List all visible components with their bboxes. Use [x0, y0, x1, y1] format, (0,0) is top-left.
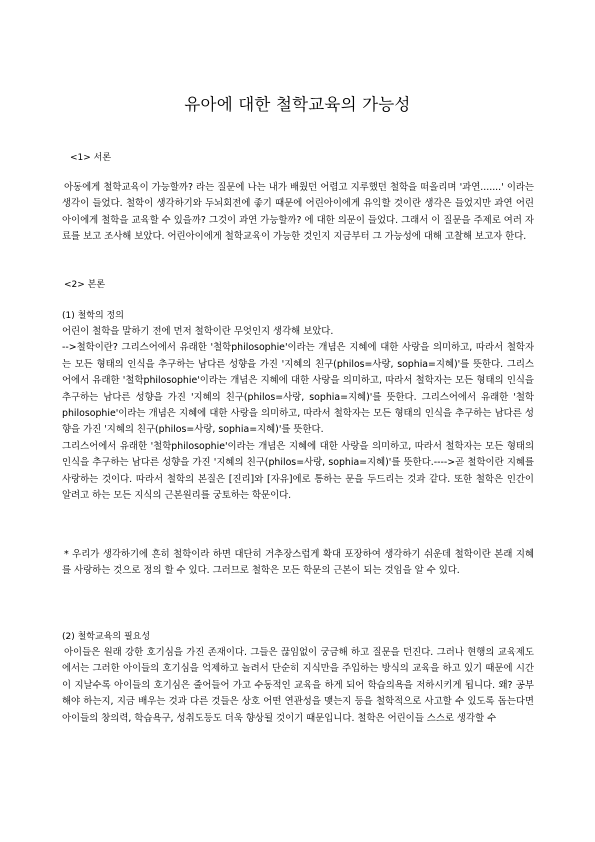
subsection-2-body: [62, 645, 534, 727]
intro-paragraph: [62, 180, 534, 246]
subsection-1-line: 그리스어에서 유래한 '철학philosophie'이라는 개념은 지혜에 대한 사랑을 의미하고, 따라서 철학자는 모든 형태의 인식을 추구하는 남다른 성향을 가진 '지혜의 친구(philos=사랑, sophia=지혜)'를 뜻한다.---->곧 철학이란 지혜를 사랑하는 것이다. 따라서 철학의 본질은 [진리]와 [자유]에로 통하는 문을 두드리는 것과 같다. 또한 철학은 인간이 알려고 하는 모든 지식의 근본원리를 궁토하는 학문이다.: [62, 440, 534, 502]
subsection-2-heading: (2) 철학교육의 필요성: [62, 632, 151, 642]
subsection-1-body: [62, 324, 534, 504]
subsection-1-line: -->철학이란? 그리스어에서 유래한 '철학philosophie'이라는 개념은 지혜에 대한 사랑을 의미하고, 따라서 철학자는 모든 형태의 인식을 추구하는 남다른 성향을 가진 '지혜의 친구(philos=사랑, sophia=지혜)'를 뜻한다. 그리스어에서 유래한 '철학philosophie'이라는 개념은 지혜에 대한 사랑을 의미하고, 따라서 철학자는 모든 형태의 인식을 추구하는 남다른 성향을 가진 '지혜의 친구(philos=사랑, sophia=지혜)'를 뜻한다. 그리스어에서 유래한 '철학philosophie'이라는 개념은 지혜에 대한 사랑을 의미하고, 따라서 철학자는 모든 형태의 인식을 추구하는 남다른 성향을 가진 '지혜의 친구(philos=사랑, sophia=지혜)'를 뜻한다.: [62, 342, 534, 436]
subsection-1-heading: (1) 철학의 정의: [62, 311, 124, 321]
intro-text: 아동에게 철학교육이 가능할까? 라는 질문에 나는 내가 배웠던 어렵고 지루했던 철학을 떠올리며 '과연.......' 이라는 생각이 들었다. 철학이 생각하기와 두뇌회전에 좋기 때문에 어린아이에게 유익할 것이란 생각은 들었지만 과연 어린아이에게 철학을 교육할 수 있을까? 그것이 과연 가능할까? 에 대한 의문이 들었다. 그래서 이 질문을 주제로 여러 자료를 보고 조사해 보았다. 어린아이에게 철학교육이 가능한 것인지 지금부터 그 가능성에 대해 고찰해 보고자 한다.: [62, 182, 534, 243]
body-heading: <2> 본론: [64, 280, 106, 290]
note-paragraph: [62, 547, 534, 580]
subsection-1-line: 어린이 철학을 말하기 전에 먼저 철학이란 무엇인지 생각해 보았다.: [62, 326, 334, 337]
intro-heading: <1> 서론: [70, 153, 112, 163]
document-title: 유아에 대한 철학교육의 가능성: [184, 95, 411, 114]
note-text: * 우리가 생각하기에 흔히 철학이라 하면 대단히 거추장스럽게 확대 포장하여 생각하기 쉬운데 철학이란 본래 지혜를 사랑하는 것으로 정의 할 수 있다. 그러므로 철학은 모든 학문의 근본이 되는 것임을 알 수 있다.: [62, 549, 534, 577]
subsection-2-text: 아이들은 원래 강한 호기심을 가진 존재이다. 그들은 끊임없이 궁금해 하고 질문을 던진다. 그러나 현행의 교육제도에서는 그러한 아이들의 호기심을 억제하고 놀려서 단순히 지식만을 주입하는 방식의 교육을 하고 있기 때문에 시간이 지날수록 아이들의 호기심은 줄어들어 가고 수동적인 교육을 하게 되어 학습의욕을 저하시키게 됩니다. 왜? 공부해야 하는지, 지금 배우는 것과 다른 것들은 상호 어떤 연관성을 맺는지 등을 철학적으로 사고할 수 있도록 돕는다면 아이들의 창의력, 학습욕구, 성취도등도 더욱 향상될 것이기 때문입니다. 철학은 어린이들 스스로 생각할 수: [62, 647, 534, 724]
